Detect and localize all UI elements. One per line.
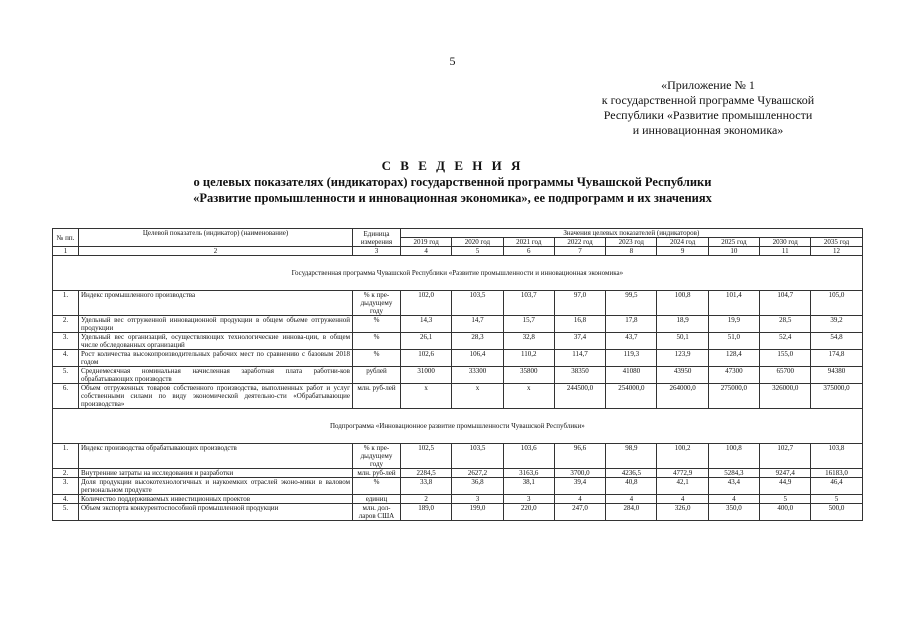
indicator-value: 41080	[606, 367, 657, 384]
indicator-value: 103,8	[811, 444, 862, 469]
header-year: 2025 год	[708, 238, 759, 247]
page-number: 5	[449, 54, 456, 68]
header-year: 2020 год	[452, 238, 503, 247]
document-subtitle-line-2: «Развитие промышленности и инновационная экономика», ее подпрограмм и их значениях	[193, 191, 712, 205]
indicator-value: 39,2	[811, 316, 862, 333]
indicator-value: 94380	[811, 367, 862, 384]
indicator-value: 4	[657, 495, 708, 504]
indicator-value: 103,6	[503, 444, 554, 469]
indicator-value: 375000,0	[811, 384, 862, 409]
indicator-value: x	[452, 384, 503, 409]
header-year: 2022 год	[554, 238, 605, 247]
header-year: 2021 год	[503, 238, 554, 247]
unit-of-measure: %	[353, 333, 401, 350]
indicator-value: 102,0	[401, 291, 452, 316]
indicator-name: Рост количества высокопроизводительных рабочих мест по сравнению с базовым 2018 годом	[79, 350, 353, 367]
indicator-value: 326,0	[657, 504, 708, 521]
column-index-cell: 12	[811, 247, 862, 256]
indicator-value: 46,4	[811, 478, 862, 495]
indicator-value: 17,8	[606, 316, 657, 333]
indicator-value: 44,9	[760, 478, 811, 495]
indicator-value: 42,1	[657, 478, 708, 495]
header-values-group: Значения целевых показателей (индикаторов)	[401, 229, 863, 238]
indicator-value: 98,9	[606, 444, 657, 469]
indicator-value: 14,3	[401, 316, 452, 333]
indicator-value: 102,5	[401, 444, 452, 469]
column-index-cell: 9	[657, 247, 708, 256]
table-row	[53, 469, 863, 478]
table-row	[53, 333, 863, 350]
indicator-value: 326000,0	[760, 384, 811, 409]
header-unit: Единица измерения	[353, 229, 401, 247]
indicator-value: 189,0	[401, 504, 452, 521]
indicator-value: 128,4	[708, 350, 759, 367]
indicator-value: 100,8	[657, 291, 708, 316]
unit-of-measure: единиц	[353, 495, 401, 504]
section-title: Государственная программа Чувашской Республики «Развитие промышленности и инновационная экономика»	[53, 256, 863, 291]
indicator-value: 275000,0	[708, 384, 759, 409]
table-row	[53, 316, 863, 333]
indicator-value: 4	[708, 495, 759, 504]
indicator-name: Внутренние затраты на исследования и разработки	[79, 469, 353, 478]
indicator-value: 3	[452, 495, 503, 504]
indicator-name: Среднемесячная номинальная начисленная заработная плата работни-ков обрабатывающих производств	[79, 367, 353, 384]
header-year: 2023 год	[606, 238, 657, 247]
row-number: 4.	[53, 350, 79, 367]
indicator-value: 284,0	[606, 504, 657, 521]
unit-of-measure: млн. руб-лей	[353, 469, 401, 478]
indicator-value: x	[401, 384, 452, 409]
row-number: 2.	[53, 469, 79, 478]
indicator-value: 4236,5	[606, 469, 657, 478]
indicator-name: Удельный вес отгруженной инновационной продукции в общем объеме отгруженной продукции	[79, 316, 353, 333]
header-name: Целевой показатель (индикатор) (наименование)	[79, 229, 353, 247]
indicator-value: 3	[503, 495, 554, 504]
indicator-value: 244500,0	[554, 384, 605, 409]
indicator-value: 37,4	[554, 333, 605, 350]
column-index-cell: 3	[353, 247, 401, 256]
indicator-value: 54,8	[811, 333, 862, 350]
indicator-name: Доля продукции высокотехнологичных и наукоемких отраслей эконо-мики в валовом региональном продукте	[79, 478, 353, 495]
indicator-value: 32,8	[503, 333, 554, 350]
indicators-table	[52, 228, 863, 521]
table-row	[53, 367, 863, 384]
indicator-value: 103,7	[503, 291, 554, 316]
row-number: 6.	[53, 384, 79, 409]
indicator-value: 28,3	[452, 333, 503, 350]
table-row	[53, 504, 863, 521]
column-index-cell: 10	[708, 247, 759, 256]
indicator-value: 101,4	[708, 291, 759, 316]
table-row	[53, 495, 863, 504]
column-index-cell: 1	[53, 247, 79, 256]
row-number: 1.	[53, 291, 79, 316]
indicator-value: 155,0	[760, 350, 811, 367]
indicator-value: 264000,0	[657, 384, 708, 409]
indicator-value: 33,8	[401, 478, 452, 495]
indicator-name: Количество поддерживаемых инвестиционных проектов	[79, 495, 353, 504]
column-index-cell: 8	[606, 247, 657, 256]
indicator-value: 31000	[401, 367, 452, 384]
indicator-name: Индекс промышленного производства	[79, 291, 353, 316]
column-index-cell: 11	[760, 247, 811, 256]
indicator-value: 50,1	[657, 333, 708, 350]
indicator-value: 5284,3	[708, 469, 759, 478]
indicator-value: 43,7	[606, 333, 657, 350]
column-index-cell: 5	[452, 247, 503, 256]
indicator-value: 40,8	[606, 478, 657, 495]
indicator-value: 19,9	[708, 316, 759, 333]
indicator-name: Объем отгруженных товаров собственного производства, выполненных работ и услуг собственными силами по виду экономической деятельно-сти «Обрабатывающие производства»	[79, 384, 353, 409]
unit-of-measure: %	[353, 478, 401, 495]
row-number: 4.	[53, 495, 79, 504]
indicator-value: 28,5	[760, 316, 811, 333]
indicator-value: 47300	[708, 367, 759, 384]
table-body	[53, 247, 863, 521]
table-row	[53, 291, 863, 316]
indicator-value: 38350	[554, 367, 605, 384]
header-num: № пп.	[53, 229, 79, 247]
section-title-row	[53, 409, 863, 444]
indicator-value: 103,5	[452, 291, 503, 316]
indicator-value: x	[503, 384, 554, 409]
unit-of-measure: %	[353, 350, 401, 367]
indicator-value: 35800	[503, 367, 554, 384]
indicator-value: 39,4	[554, 478, 605, 495]
row-number: 5.	[53, 367, 79, 384]
document-title: С В Е Д Е Н И Я	[381, 158, 524, 173]
row-number: 3.	[53, 333, 79, 350]
indicator-value: 102,6	[401, 350, 452, 367]
header-year: 2024 год	[657, 238, 708, 247]
indicator-value: 43950	[657, 367, 708, 384]
indicator-value: 100,8	[708, 444, 759, 469]
column-index-cell: 6	[503, 247, 554, 256]
row-number: 3.	[53, 478, 79, 495]
indicator-value: 350,0	[708, 504, 759, 521]
table-row	[53, 444, 863, 469]
row-number: 2.	[53, 316, 79, 333]
indicator-value: 220,0	[503, 504, 554, 521]
indicator-value: 52,4	[760, 333, 811, 350]
indicator-value: 18,9	[657, 316, 708, 333]
indicator-value: 5	[811, 495, 862, 504]
indicator-value: 99,5	[606, 291, 657, 316]
header-year: 2035 год	[811, 238, 862, 247]
indicator-value: 16183,0	[811, 469, 862, 478]
indicator-name: Индекс производства обрабатывающих производств	[79, 444, 353, 469]
indicator-value: 51,0	[708, 333, 759, 350]
appendix-line: «Приложение № 1	[661, 78, 755, 92]
section-title: Подпрограмма «Инновационное развитие промышленности Чувашской Республики»	[53, 409, 863, 444]
indicator-value: 199,0	[452, 504, 503, 521]
indicator-value: 114,7	[554, 350, 605, 367]
unit-of-measure: рублей	[353, 367, 401, 384]
indicator-value: 247,0	[554, 504, 605, 521]
appendix-line: к государственной программе Чувашской	[601, 93, 815, 107]
indicator-value: 3163,6	[503, 469, 554, 478]
indicator-value: 119,3	[606, 350, 657, 367]
unit-of-measure: % к пре-дыдущему году	[353, 291, 401, 316]
indicator-value: 2284,5	[401, 469, 452, 478]
table-header-row	[53, 229, 863, 238]
row-number: 1.	[53, 444, 79, 469]
indicator-value: 65700	[760, 367, 811, 384]
indicator-value: 123,9	[657, 350, 708, 367]
indicator-value: 38,1	[503, 478, 554, 495]
table-row	[53, 478, 863, 495]
indicator-value: 26,1	[401, 333, 452, 350]
row-number: 5.	[53, 504, 79, 521]
indicator-value: 2	[401, 495, 452, 504]
column-index-cell: 2	[79, 247, 353, 256]
unit-of-measure: млн. руб-лей	[353, 384, 401, 409]
appendix-block	[573, 78, 843, 138]
indicator-value: 100,2	[657, 444, 708, 469]
indicator-name: Объем экспорта конкурентоспособной промышленной продукции	[79, 504, 353, 521]
table-row	[53, 350, 863, 367]
unit-of-measure: %	[353, 316, 401, 333]
appendix-line: и инновационная экономика»	[632, 123, 784, 137]
unit-of-measure: млн. дол-ларов США	[353, 504, 401, 521]
indicator-value: 3700,0	[554, 469, 605, 478]
document-heading	[0, 157, 905, 206]
indicator-value: 36,8	[452, 478, 503, 495]
indicator-value: 4772,9	[657, 469, 708, 478]
indicator-value: 4	[554, 495, 605, 504]
indicator-value: 9247,4	[760, 469, 811, 478]
unit-of-measure: % к пре-дыдущему году	[353, 444, 401, 469]
indicator-value: 106,4	[452, 350, 503, 367]
column-index-cell: 4	[401, 247, 452, 256]
column-index-cell: 7	[554, 247, 605, 256]
indicator-value: 97,0	[554, 291, 605, 316]
indicator-value: 33300	[452, 367, 503, 384]
indicator-value: 96,6	[554, 444, 605, 469]
indicator-name: Удельный вес организаций, осуществляющих технологические иннова-ции, в общем числе обследованных организаций	[79, 333, 353, 350]
indicator-value: 102,7	[760, 444, 811, 469]
indicator-value: 110,2	[503, 350, 554, 367]
indicator-value: 104,7	[760, 291, 811, 316]
indicator-value: 4	[606, 495, 657, 504]
indicator-value: 5	[760, 495, 811, 504]
indicator-value: 43,4	[708, 478, 759, 495]
indicator-value: 400,0	[760, 504, 811, 521]
section-title-row	[53, 256, 863, 291]
indicator-value: 2627,2	[452, 469, 503, 478]
table-row	[53, 384, 863, 409]
column-index-row	[53, 247, 863, 256]
header-year: 2019 год	[401, 238, 452, 247]
indicator-value: 500,0	[811, 504, 862, 521]
indicator-value: 105,0	[811, 291, 862, 316]
indicator-value: 15,7	[503, 316, 554, 333]
indicator-value: 103,5	[452, 444, 503, 469]
header-year: 2030 год	[760, 238, 811, 247]
indicator-value: 16,8	[554, 316, 605, 333]
indicator-value: 254000,0	[606, 384, 657, 409]
indicator-value: 14,7	[452, 316, 503, 333]
indicator-value: 174,8	[811, 350, 862, 367]
document-subtitle-line-1: о целевых показателях (индикаторах) государственной программы Чувашской Республики	[193, 175, 712, 189]
appendix-line: Республики «Развитие промышленности	[603, 108, 813, 122]
